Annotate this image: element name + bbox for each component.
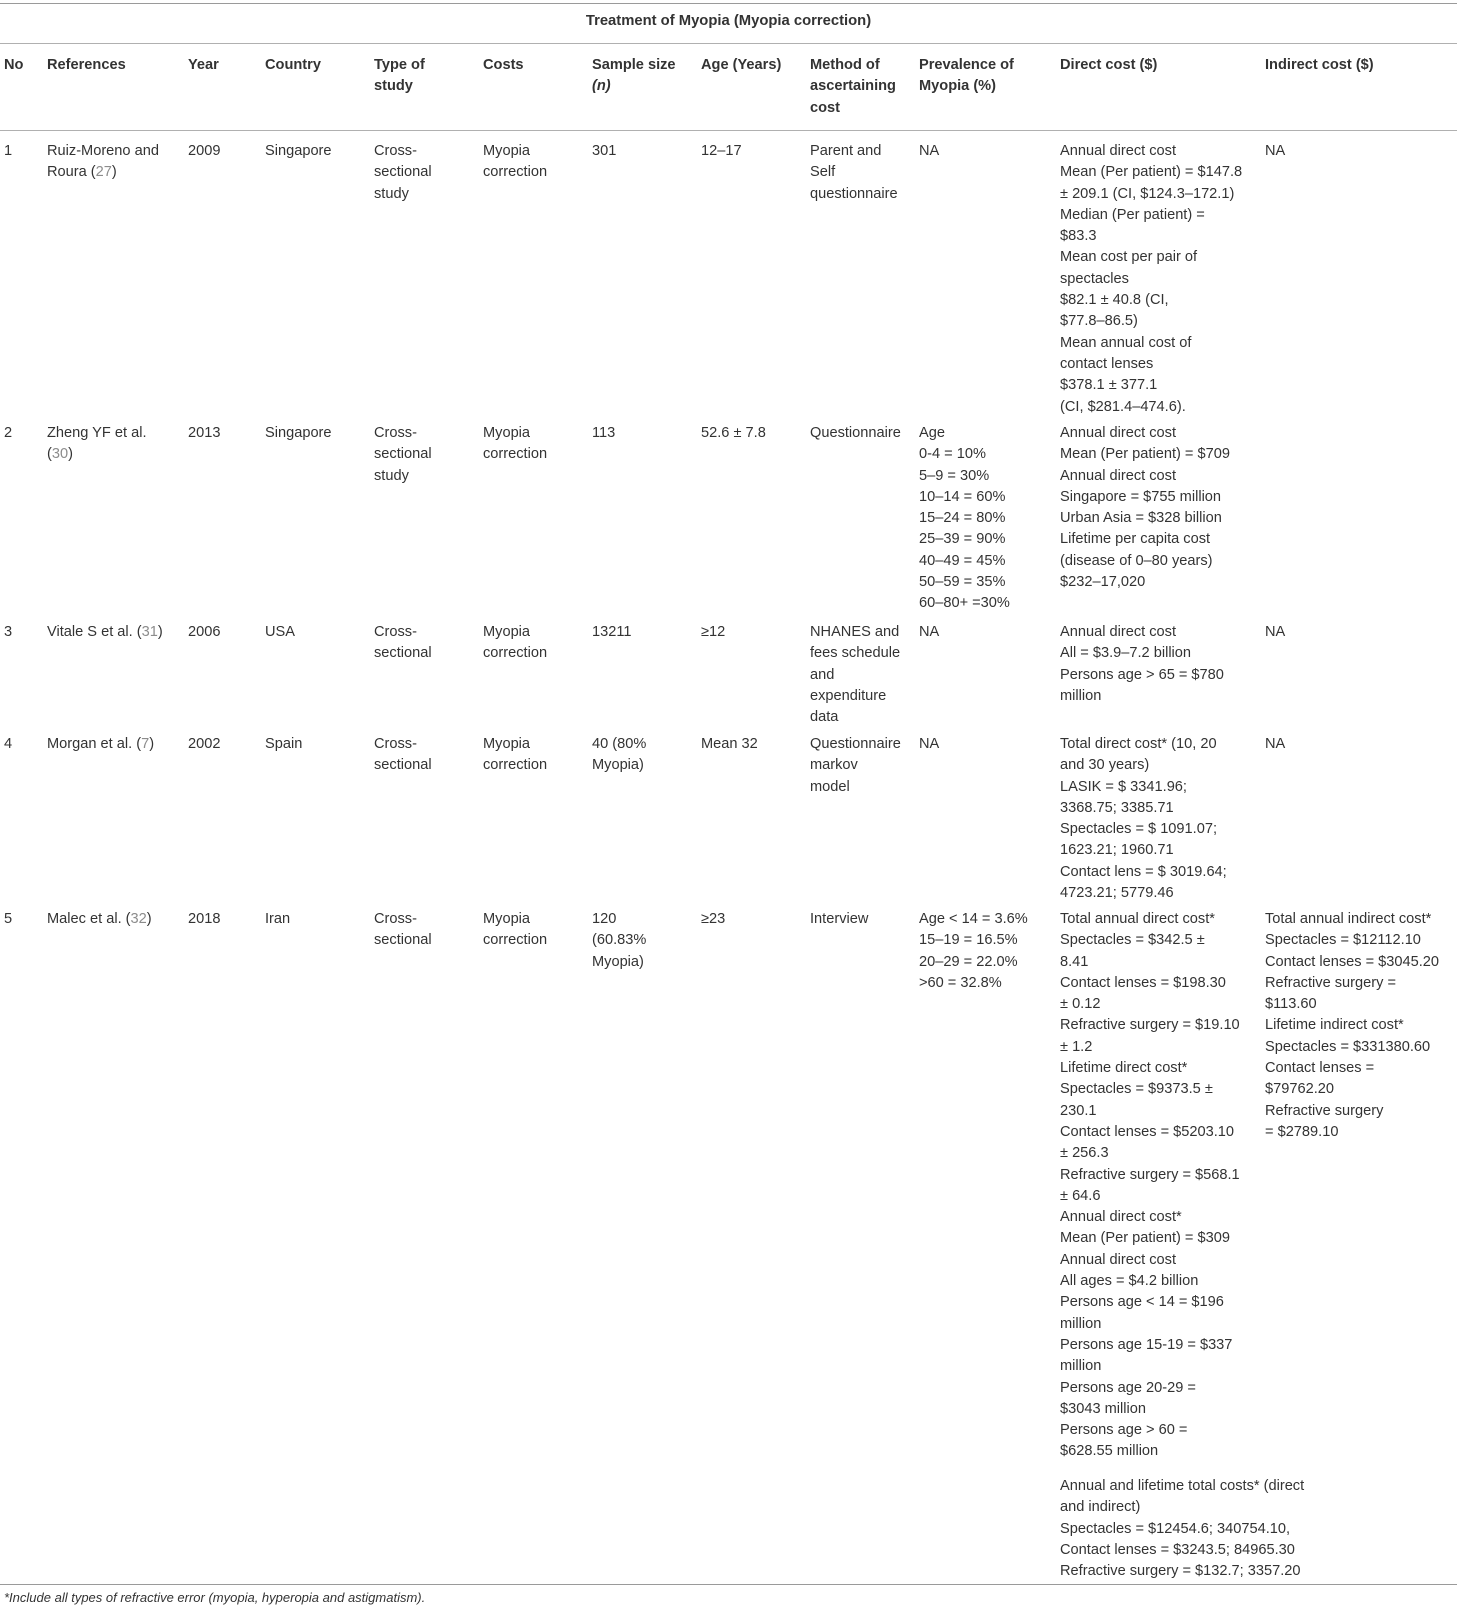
cell-line: NA (919, 736, 940, 752)
cell-line: Persons age < 14 = $196 (1060, 1294, 1224, 1311)
cell-no: 3 (4, 624, 13, 640)
header-method (810, 55, 896, 119)
cell-year: 2006 (188, 624, 221, 640)
cell-line: $113.60 (1265, 996, 1317, 1013)
cell-year: 2013 (188, 425, 221, 441)
cell-line: correction (483, 446, 548, 463)
cell-line: study (374, 467, 409, 484)
cell-line: Myopia (483, 911, 531, 927)
cell-line: 113 (592, 425, 616, 441)
cell-line: Myopia (483, 736, 531, 752)
cell-line: and 30 years) (1060, 757, 1150, 774)
header-references: References (47, 57, 126, 73)
cell-line: sectional (374, 757, 432, 774)
cell-direct-cost-total (1060, 1476, 1304, 1582)
cell-type-of-study (374, 141, 432, 205)
cell-line: Persons age 20-29 = (1060, 1379, 1196, 1396)
cell-no: 2 (4, 425, 13, 441)
cell-line: 40 (80% (592, 736, 647, 752)
cell-line: Total direct cost* (10, 20 (1060, 736, 1217, 752)
cell-line: Spectacles = $12112.10 (1265, 932, 1421, 949)
cell-line: 60–80+ =30% (919, 595, 1010, 612)
cell-direct-cost (1060, 909, 1240, 1463)
cell-line: Persons age 15-19 = $337 (1060, 1336, 1233, 1353)
cell-line: 8.41 (1060, 953, 1089, 970)
cell-line: $232–17,020 (1060, 574, 1146, 591)
reference-text: Vitale S et al. ( (47, 624, 142, 640)
header-line: Myopia (%) (919, 78, 997, 95)
cell-line: NA (1265, 736, 1286, 752)
cell-line: Lifetime indirect cost* (1265, 1017, 1404, 1034)
cell-line: Singapore = $755 million (1060, 488, 1222, 505)
cell-direct-cost (1060, 734, 1227, 904)
cell-line: 5–9 = 30% (919, 467, 990, 484)
cell-direct-cost (1060, 622, 1224, 707)
cell-line: Self (810, 164, 836, 181)
cell-line: Cross- (374, 624, 417, 640)
cell-line: sectional (374, 446, 432, 463)
table-footnote: *Include all types of refractive error (myopia, hyperopia and astigmatism). (4, 1590, 426, 1605)
cell-line: 301 (592, 143, 617, 159)
cell-line: data (810, 709, 839, 726)
cell-line: Annual direct cost (1060, 425, 1177, 441)
cell-line: All ages = $4.2 billion (1060, 1273, 1199, 1290)
cell-country: Spain (265, 736, 303, 752)
header-age: Age (Years) (701, 57, 782, 73)
cell-no: 1 (4, 143, 13, 159)
header-rule (0, 130, 1457, 131)
cell-line: All = $3.9–7.2 billion (1060, 645, 1192, 662)
cell-prevalence (919, 423, 1010, 615)
cell-line: $83.3 (1060, 228, 1097, 245)
cell-line: study (374, 185, 409, 202)
cell-costs (483, 734, 547, 777)
header-line: study (374, 78, 413, 95)
cell-line: Urban Asia = $328 billion (1060, 510, 1222, 527)
citation-link[interactable]: 7 (141, 736, 150, 752)
cell-line: 10–14 = 60% (919, 488, 1006, 505)
cell-line: Refractive surgery = $19.10 (1060, 1017, 1240, 1034)
cell-line: Contact lenses = $198.30 (1060, 974, 1226, 991)
cell-line: questionnaire (810, 185, 898, 202)
cell-line: 15–24 = 80% (919, 510, 1006, 527)
header-line: cost (810, 99, 841, 116)
cell-line (47, 444, 147, 465)
cell-line: Mean (Per patient) = $709 (1060, 446, 1230, 463)
cell-line: markov (810, 757, 858, 774)
citation-link[interactable]: 30 (51, 446, 69, 463)
cell-type-of-study (374, 423, 432, 487)
cell-line: Contact lenses = $3045.20 (1265, 953, 1440, 970)
cell-direct-cost (1060, 423, 1230, 593)
cell-line: Annual direct cost (1060, 624, 1177, 640)
cell-age: 12–17 (701, 143, 742, 159)
cell-references (47, 734, 154, 755)
cell-line: Refractive surgery (1265, 1102, 1384, 1119)
cell-age: 52.6 ± 7.8 (701, 425, 766, 441)
cell-line: Mean (Per patient) = $147.8 (1060, 164, 1243, 181)
cell-line: sectional (374, 645, 432, 662)
cell-line: NA (919, 143, 940, 159)
cell-indirect-cost (1265, 909, 1439, 1143)
cell-line: Lifetime direct cost* (1060, 1060, 1188, 1077)
cell-line: 230.1 (1060, 1102, 1097, 1119)
cell-line: Spectacles = $342.5 ± (1060, 932, 1205, 949)
cell-line: (disease of 0–80 years) (1060, 552, 1213, 569)
cell-line: Annual direct cost (1060, 467, 1177, 484)
cell-line: Cross- (374, 425, 417, 441)
cell-references (47, 141, 159, 184)
cell-line: million (1060, 1358, 1102, 1375)
cell-line: Annual direct cost* (1060, 1209, 1182, 1226)
cell-line: 25–39 = 90% (919, 531, 1006, 548)
cell-line (47, 141, 159, 162)
cell-line: ± 64.6 (1060, 1187, 1101, 1204)
cell-sample-size (592, 622, 632, 643)
citation-link[interactable]: 32 (130, 911, 147, 927)
cell-line: 120 (592, 911, 617, 927)
cell-country: Iran (265, 911, 291, 927)
cell-line: correction (483, 932, 548, 949)
cell-line (47, 423, 147, 444)
header-indirect-cost: Indirect cost ($) (1265, 57, 1374, 73)
cell-line: Annual direct cost (1060, 143, 1177, 159)
header-year: Year (188, 57, 219, 73)
cell-line: $378.1 ± 377.1 (1060, 377, 1158, 394)
cell-line: Myopia) (592, 757, 644, 774)
cell-line: Spectacles = $12454.6; 340754.10, (1060, 1520, 1291, 1537)
cell-line: sectional (374, 932, 432, 949)
cell-line: = $2789.10 (1265, 1123, 1339, 1140)
cell-costs (483, 423, 547, 466)
cell-line: Mean (Per patient) = $309 (1060, 1230, 1230, 1247)
cell-line: Annual direct cost (1060, 1251, 1177, 1268)
cell-age: ≥23 (701, 911, 726, 927)
cell-line: Refractive surgery = $132.7; 3357.20 (1060, 1563, 1301, 1580)
cell-method (810, 622, 900, 728)
cell-method (810, 141, 898, 205)
cell-line: correction (483, 645, 548, 662)
reference-text: Morgan et al. ( (47, 736, 142, 752)
cell-line: Interview (810, 911, 869, 927)
cell-line: NA (1265, 624, 1286, 640)
cell-line: Refractive surgery = $568.1 (1060, 1166, 1240, 1183)
cell-line: and indirect) (1060, 1499, 1141, 1516)
header-sample-size (592, 55, 676, 98)
cell-direct-cost (1060, 141, 1242, 418)
title-rule (0, 43, 1457, 44)
cell-line: Mean cost per pair of (1060, 249, 1198, 266)
header-line: (n) (592, 78, 611, 95)
citation-link[interactable]: 31 (141, 624, 158, 640)
cell-line: Age < 14 = 3.6% (919, 911, 1028, 927)
cell-line: Contact lenses = $3243.5; 84965.30 (1060, 1541, 1295, 1558)
cell-line: NA (919, 624, 940, 640)
header-prevalence (919, 55, 1014, 98)
header-type-of-study (374, 55, 425, 98)
header-country: Country (265, 57, 321, 73)
cell-country: Singapore (265, 425, 332, 441)
cell-line: Cross- (374, 143, 417, 159)
cell-line: $82.1 ± 40.8 (CI, (1060, 292, 1169, 309)
cell-line: ± 256.3 (1060, 1145, 1109, 1162)
cell-line: Total annual direct cost* (1060, 911, 1215, 927)
cell-age: ≥12 (701, 624, 726, 640)
cell-no: 4 (4, 736, 13, 752)
cell-line: Persons age > 60 = (1060, 1422, 1188, 1439)
cell-line: sectional (374, 164, 432, 181)
cell-method (810, 734, 901, 798)
table-title: Treatment of Myopia (Myopia correction) (585, 13, 872, 29)
cell-year: 2018 (188, 911, 221, 927)
cell-sample-size (592, 734, 646, 777)
cell-year: 2009 (188, 143, 221, 159)
cell-line: NA (1265, 143, 1286, 159)
cell-line: Questionnaire (810, 425, 901, 441)
cell-line: fees schedule (810, 645, 901, 662)
cell-prevalence (919, 909, 1028, 994)
cell-costs (483, 141, 547, 184)
cell-line: expenditure (810, 687, 887, 704)
cell-line (47, 909, 152, 930)
cell-line: NHANES and (810, 624, 900, 640)
cell-line: correction (483, 164, 548, 181)
cell-line: Total annual indirect cost* (1265, 911, 1432, 927)
cell-line: $3043 million (1060, 1400, 1146, 1417)
cell-line: Cross- (374, 736, 417, 752)
cell-indirect-cost (1265, 141, 1285, 162)
header-line: Type of (374, 57, 425, 73)
cell-country: USA (265, 624, 296, 640)
cell-line: Myopia (483, 624, 531, 640)
cell-line: Myopia) (592, 953, 644, 970)
cell-no: 5 (4, 911, 13, 927)
cell-line: 40–49 = 45% (919, 552, 1006, 569)
reference-text: Ruiz-Moreno and (47, 143, 159, 159)
cell-line: Spectacles = $9373.5 ± (1060, 1081, 1213, 1098)
header-line: ascertaining (810, 78, 896, 95)
cell-country: Singapore (265, 143, 332, 159)
cell-line: $77.8–86.5) (1060, 313, 1138, 330)
cell-line: ± 0.12 (1060, 996, 1101, 1013)
cell-line: 4723.21; 5779.46 (1060, 885, 1174, 902)
reference-text: ( (47, 446, 52, 463)
citation-link[interactable]: 27 (95, 164, 112, 181)
cell-method (810, 423, 901, 444)
cell-line: 50–59 = 35% (919, 574, 1006, 591)
cell-line: Refractive surgery = (1265, 974, 1396, 991)
cell-line: 13211 (592, 624, 632, 640)
cell-year: 2002 (188, 736, 221, 752)
reference-close: ) (157, 624, 163, 640)
cell-indirect-cost (1265, 734, 1285, 755)
cell-line: Annual and lifetime total costs* (direct (1060, 1478, 1305, 1494)
cell-line: Persons age > 65 = $780 (1060, 666, 1224, 683)
header-no: No (4, 57, 24, 73)
cell-references (47, 909, 152, 930)
cell-line: Contact lens = $ 3019.64; (1060, 863, 1227, 880)
cell-line: contact lenses (1060, 355, 1154, 372)
cell-prevalence (919, 622, 939, 643)
cell-line: LASIK = $ 3341.96; (1060, 778, 1187, 795)
cell-line: spectacles (1060, 270, 1129, 287)
cell-costs (483, 622, 547, 665)
cell-line: Myopia (483, 425, 531, 441)
cell-line: 3368.75; 3385.71 (1060, 799, 1174, 816)
bottom-rule (0, 1584, 1457, 1585)
cell-line: Parent and (810, 143, 882, 159)
cell-line (47, 162, 159, 183)
cell-sample-size (592, 141, 616, 162)
cell-line: million (1060, 1315, 1102, 1332)
top-rule (0, 3, 1457, 4)
cell-line: 20–29 = 22.0% (919, 953, 1018, 970)
header-direct-cost: Direct cost ($) (1060, 57, 1158, 73)
cell-type-of-study (374, 734, 432, 777)
reference-close: ) (146, 911, 152, 927)
cell-line: (CI, $281.4–474.6). (1060, 398, 1186, 415)
cell-sample-size (592, 909, 646, 973)
cell-line: model (810, 778, 850, 795)
cell-line (47, 622, 163, 643)
cell-method (810, 909, 868, 930)
cell-line: 15–19 = 16.5% (919, 932, 1018, 949)
reference-close: ) (68, 446, 73, 463)
cell-sample-size (592, 423, 615, 444)
cell-line: correction (483, 757, 548, 774)
cell-line: (60.83% (592, 932, 647, 949)
cell-line: $628.55 million (1060, 1443, 1159, 1460)
reference-close: ) (149, 736, 155, 752)
cell-line: Contact lenses = $5203.10 (1060, 1123, 1235, 1140)
header-line: Prevalence of (919, 57, 1014, 73)
cell-line: Median (Per patient) = (1060, 206, 1205, 223)
cell-line: Spectacles = $331380.60 (1265, 1038, 1431, 1055)
reference-text: Roura ( (47, 164, 96, 181)
cell-line: Contact lenses = (1265, 1060, 1375, 1077)
cell-line: Age (919, 425, 945, 441)
cell-line: million (1060, 687, 1102, 704)
cell-references (47, 622, 163, 643)
cell-line: 0-4 = 10% (919, 446, 986, 463)
cell-line: $79762.20 (1265, 1081, 1334, 1098)
cell-costs (483, 909, 547, 952)
cell-prevalence (919, 141, 939, 162)
cell-age: Mean 32 (701, 736, 758, 752)
cell-line: and (810, 666, 835, 683)
cell-line: Spectacles = $ 1091.07; (1060, 821, 1217, 838)
cell-line: >60 = 32.8% (919, 974, 1002, 991)
reference-text: Zheng YF et al. (47, 425, 147, 441)
reference-close: ) (111, 164, 117, 181)
cell-line: Questionnaire (810, 736, 901, 752)
cell-type-of-study (374, 622, 432, 665)
header-line: Sample size (592, 57, 676, 73)
cell-type-of-study (374, 909, 432, 952)
cell-line (47, 734, 154, 755)
cell-prevalence (919, 734, 939, 755)
cell-line: ± 209.1 (CI, $124.3–172.1) (1060, 185, 1235, 202)
cell-indirect-cost (1265, 622, 1285, 643)
header-costs: Costs (483, 57, 524, 73)
cell-line: 1623.21; 1960.71 (1060, 842, 1174, 859)
reference-text: Malec et al. ( (47, 911, 131, 927)
header-line: Method of (810, 57, 880, 73)
cell-line: Lifetime per capita cost (1060, 531, 1211, 548)
cell-references (47, 423, 147, 466)
cell-line: Myopia (483, 143, 531, 159)
cell-line: ± 1.2 (1060, 1038, 1093, 1055)
cell-line: Mean annual cost of (1060, 334, 1192, 351)
cell-line: Cross- (374, 911, 417, 927)
